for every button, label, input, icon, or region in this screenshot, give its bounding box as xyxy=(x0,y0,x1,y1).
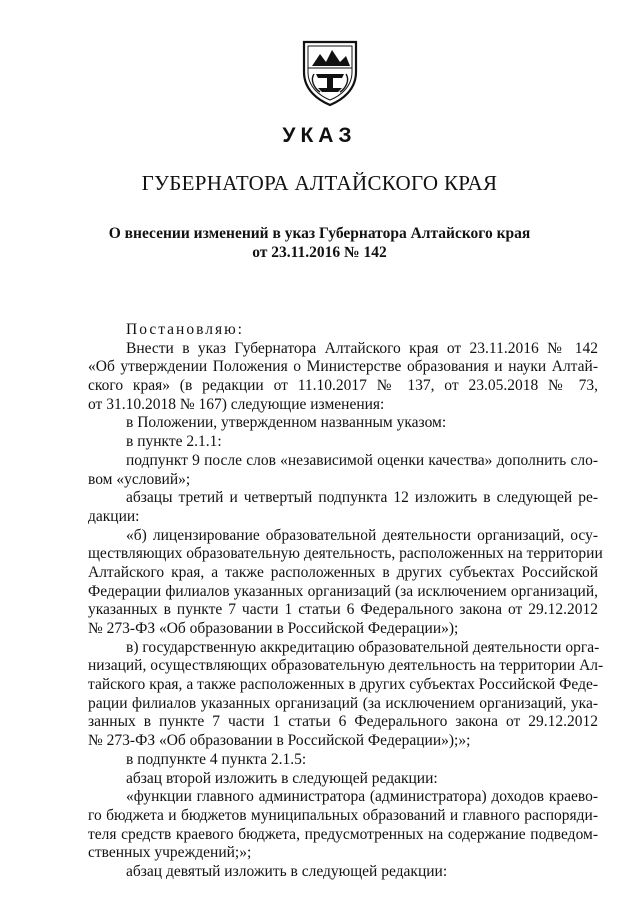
body-line: в пункте 2.1.1: xyxy=(126,433,222,451)
body-line: тайского края, а также расположенных в других субъектах Российской Феде- xyxy=(88,676,598,694)
body-line: ственных учреждений;»; xyxy=(88,844,252,862)
body-line: «Об утверждении Положения о Министерстве образования и науки Алтай- xyxy=(88,358,598,376)
body-line: Постановляю: xyxy=(126,321,244,338)
document-body xyxy=(88,321,604,882)
body-line: № 273-ФЗ «Об образовании в Российской Федерации»);»; xyxy=(88,732,471,750)
document-subject xyxy=(0,224,639,262)
body-line: в) государственную аккредитацию образовательной деятельности орга- xyxy=(126,638,600,656)
issuing-authority: ГУБЕРНАТОРА АЛТАЙСКОГО КРАЯ xyxy=(141,171,498,195)
body-line: Федерации филиалов указанных организаций (за исключением организаций, xyxy=(88,582,598,600)
body-line: ществляющих образовательную деятельность, расположенных на территории xyxy=(88,545,603,563)
body-line: вом «условий»; xyxy=(88,470,191,488)
body-line: в Положении, утвержденном названным указом: xyxy=(126,414,447,432)
coat-of-arms-icon xyxy=(298,38,362,108)
body-line: абзац второй изложить в следующей редакции: xyxy=(126,769,438,787)
body-line: Внести в указ Губернатора Алтайского края от 23.11.2016 № 142 xyxy=(126,339,598,357)
body-line: го бюджета и бюджетов муниципальных образований и главного распоряди- xyxy=(88,806,598,824)
body-line: ского края» (в редакции от 11.10.2017 № 137, от 23.05.2018 № 73, xyxy=(88,377,598,395)
body-line: занных в пункте 7 части 1 статьи 6 Федерального закона от 29.12.2012 xyxy=(88,713,598,731)
body-line: «б) лицензирование образовательной деятельности организаций, осу- xyxy=(126,526,598,544)
body-line: абзац девятый изложить в следующей редакции: xyxy=(126,862,448,880)
body-line: Алтайского края, а также расположенных в других субъектах Российской xyxy=(88,563,598,581)
document-type-title: УКАЗ xyxy=(282,124,357,147)
body-line: дакции: xyxy=(88,507,140,525)
body-line: теля средств краевого бюджета, предусмотренных на содержание подведом- xyxy=(88,825,598,843)
body-line: абзацы третий и четвертый подпункта 12 изложить в следующей ре- xyxy=(126,489,598,507)
body-line: указанных в пункте 7 части 1 статьи 6 Федерального закона от 29.12.2012 xyxy=(88,601,598,619)
body-line: № 273-ФЗ «Об образовании в Российской Федерации»); xyxy=(88,620,459,637)
subject-line: от 23.11.2016 № 142 xyxy=(252,244,387,261)
body-line: в подпункте 4 пункта 2.1.5: xyxy=(126,750,307,768)
subject-line: О внесении изменений в указ Губернатора Алтайского края xyxy=(108,225,531,242)
body-line: подпункт 9 после слов «независимой оценки качества» дополнить сло- xyxy=(126,451,598,469)
body-line: рации филиалов указанных организаций (за исключением организаций, ука- xyxy=(88,694,598,712)
body-line: «функции главного администратора (администратора) доходов краево- xyxy=(126,788,598,806)
body-line: от 31.10.2018 № 167) следующие изменения: xyxy=(88,395,385,413)
body-line: низаций, осуществляющих образовательную деятельность на территории Ал- xyxy=(88,657,604,675)
